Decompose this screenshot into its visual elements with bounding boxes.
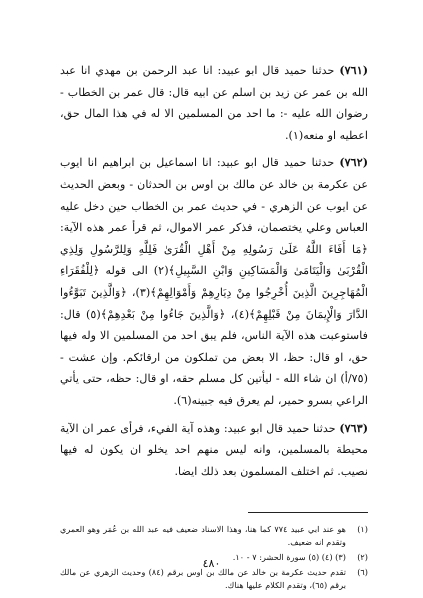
paragraph-text: حدثنا حميد قال ابو عبيد: انا اسماعيل بن ابراهيم انا ايوب عن عكرمة بن خالد عن مالك بن اوس بن الحدثان - وبعض الحديث عن ايوب عن الزهري - في حديث عمر بن الخطاب حين دخل عليه العباس وعلي يختصمان، فذكر عمر الاموال، ثم قرأ عمر هذه الآية: ﴿مَا أَفَاءَ اللَّهُ عَلَىٰ رَسُولِهِ مِنْ أَهْلِ الْقُرَىٰ فَلِلَّهِ وَلِلرَّسُولِ وَلِذِي الْقُرْبَىٰ وَالْيَتَامَىٰ وَالْمَسَاكِينِ وَابْنِ السَّبِيلِ﴾(٢) الى قوله ﴿لِلْفُقَرَاءِ الْمُهَاجِرِينَ الَّذِينَ أُخْرِجُوا مِنْ دِيَارِهِمْ وَأَمْوَالِهِمْ﴾(٣)، ﴿وَالَّذِينَ تَبَوَّءُوا الدَّارَ وَالْإِيمَانَ مِنْ قَبْلِهِمْ﴾(٤)، ﴿وَالَّذِينَ جَاءُوا مِنْ بَعْدِهِمْ﴾(٥) قال: فاستوعبت هذه الآية الناس، فلم يبق احد من المسلمين الا وله فيها حق، او قال: حظ، الا بعض من تملكون من ارقائكم. وإن عشت - (٧٥/أ) ان شاء الله - ليأتين كل مسلم حقه، او قال: حظه، حتى يأتي الراعي بسرو حمير، لم يعرق فيه جبينه(٦).	[60, 156, 369, 407]
footnote-text: (٣) (٤) (٥) سورة الحشر: ٧ - ١٠.	[232, 552, 346, 563]
footnote-text: تقدم حديث عكرمة بن خالد عن مالك بن اوس برقم (٨٤) وحديث الزهري عن مالك برقم (٦٥)، وتقدم الكلام عليها هناك.	[60, 567, 346, 591]
paragraph-762	[60, 152, 368, 411]
paragraph-number: (٧٦٣)	[339, 420, 368, 435]
paragraph-761	[60, 60, 368, 146]
paragraph-number: (٧٦٢)	[339, 155, 368, 170]
footnote-number: (٦)	[357, 567, 368, 578]
paragraph-text: حدثنا حميد قال ابو عبيد: وهذه آية الفيء، فرأى عمر ان الآية محيطة بالمسلمين، وانه ليس منهم احد يخلو ان يكون له فيها نصيب. ثم اختلف المسلمون بعد ذلك ايضا.	[60, 421, 368, 478]
paragraph-text: حدثنا حميد قال ابو عبيد: انا عبد الرحمن بن مهدي انا عبد الله بن عمر عن زيد بن اسلم عن ابيه قال: قال عمر بن الخطاب - رضوان الله عليه -: ما احد من المسلمين الا له في هذا المال حق، اعطيه او منعه(١).	[60, 64, 368, 142]
footnote-number: (١)	[357, 524, 368, 535]
footnote-number: (٢)	[357, 552, 368, 563]
paragraph-number: (٧٦١)	[339, 63, 368, 77]
footnote-item	[60, 523, 368, 549]
page-number: ٤٨٠	[202, 557, 221, 570]
footnote-item	[60, 566, 368, 592]
footnote-divider	[248, 512, 368, 513]
footnote-text: هو عند ابي عبيد ٧٧٤ كما هنا، وهذا الاسناد ضعيف فيه عبد الله بن عُمَر وهو العمري وتقدم انه ضعيف.	[60, 524, 346, 548]
paragraph-763	[60, 418, 368, 483]
